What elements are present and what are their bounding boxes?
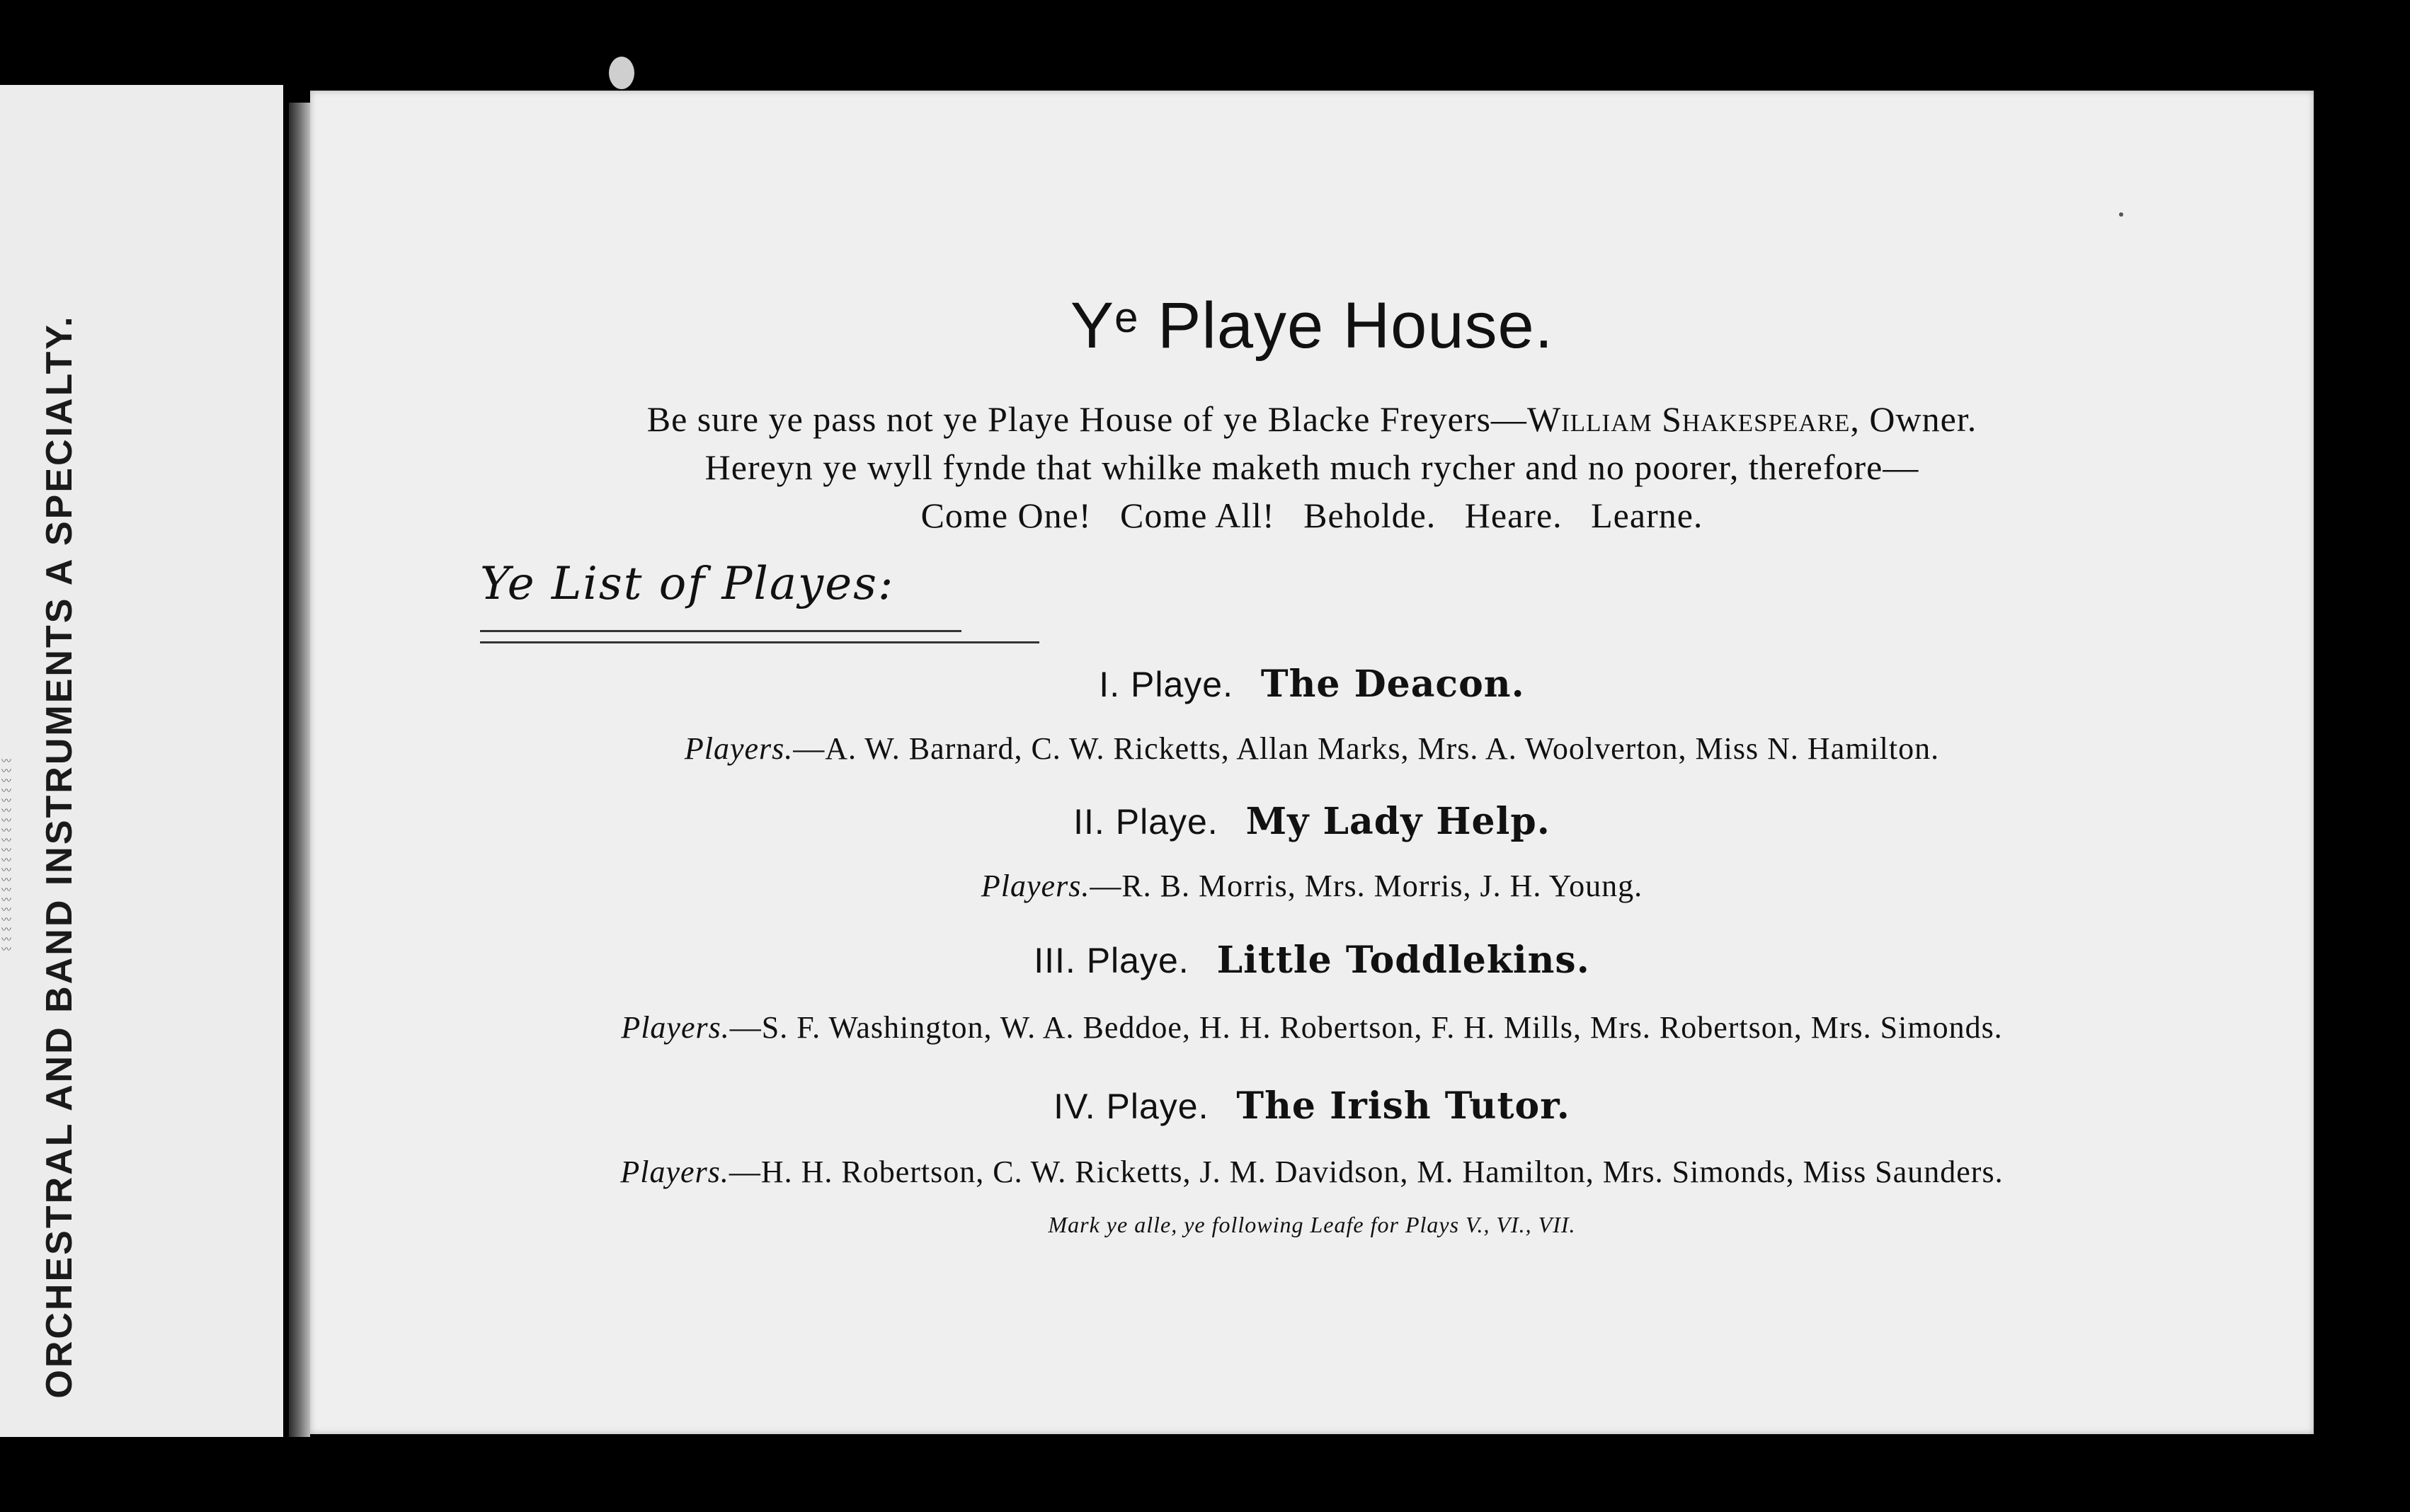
facing-page bbox=[0, 85, 283, 1437]
title-rest: Playe House. bbox=[1138, 290, 1554, 362]
play-name: My Lady Help. bbox=[1245, 800, 1550, 843]
play-name: The Deacon. bbox=[1260, 663, 1525, 706]
play-title-line bbox=[310, 800, 2314, 843]
side-advert-text: ORCHESTRAL AND BAND INSTRUMENTS A SPECIALTY. bbox=[39, 314, 80, 1399]
players-label: Players. bbox=[620, 1155, 729, 1189]
heading-underline bbox=[480, 630, 961, 632]
page-title bbox=[310, 289, 2314, 363]
title-prefix: Y bbox=[1070, 290, 1115, 362]
ink-speck bbox=[2119, 212, 2123, 217]
owner-name: William Shakespeare bbox=[1526, 399, 1851, 439]
decorative-border: 〰 〰 〰 〰 〰 〰 〰 〰 〰 〰 〰 〰 〰 〰 〰 〰 〰 〰 〰 〰 bbox=[1, 757, 11, 956]
play-label: Playe. bbox=[1106, 1087, 1209, 1126]
intro-line-1 bbox=[310, 395, 2314, 443]
players-label: Players. bbox=[684, 731, 794, 766]
play-label: Playe. bbox=[1115, 802, 1218, 842]
players-line bbox=[310, 1009, 2314, 1046]
players-names: —S. F. Washington, W. A. Beddoe, H. H. Robertson, F. H. Mills, Mrs. Robertson, Mrs. Simonds. bbox=[729, 1010, 2003, 1045]
players-line bbox=[310, 868, 2314, 904]
play-name: The Irish Tutor. bbox=[1236, 1084, 1570, 1128]
players-label: Players. bbox=[981, 869, 1090, 903]
play-numeral: III. bbox=[1034, 941, 1076, 980]
book-gutter bbox=[289, 103, 310, 1437]
heading-underline-long bbox=[480, 641, 1039, 643]
intro-line-2: Hereyn ye wyll fynde that whilke maketh much rycher and no poorer, therefore— bbox=[704, 447, 1919, 487]
dust-speck bbox=[609, 57, 634, 89]
intro-line-1-b: , Owner. bbox=[1850, 399, 1977, 439]
intro-line-3: Come One! Come All! Beholde. Heare. Learne. bbox=[920, 496, 1703, 535]
title-superscript: e bbox=[1114, 294, 1139, 341]
players-names: —H. H. Robertson, C. W. Ricketts, J. M. Davidson, M. Hamilton, Mrs. Simonds, Miss Saunders. bbox=[729, 1155, 2004, 1189]
play-title-line bbox=[310, 663, 2314, 706]
intro-text bbox=[310, 395, 2314, 539]
program-page bbox=[310, 91, 2314, 1434]
footnote: Mark ye alle, ye following Leafe for Plays V., VI., VII. bbox=[1048, 1212, 1576, 1237]
play-numeral: II. bbox=[1073, 802, 1105, 842]
players-line bbox=[310, 1154, 2314, 1190]
play-label: Playe. bbox=[1131, 665, 1233, 704]
play-numeral: IV. bbox=[1053, 1087, 1096, 1126]
intro-line-1-a: Be sure ye pass not ye Playe House of ye Blacke Freyers— bbox=[646, 399, 1527, 439]
players-line bbox=[310, 731, 2314, 767]
list-heading: Ye List of Playes: bbox=[480, 558, 895, 610]
players-names: —A. W. Barnard, C. W. Ricketts, Allan Marks, Mrs. A. Woolverton, Miss N. Hamilton. bbox=[793, 731, 1940, 766]
play-numeral: I. bbox=[1099, 665, 1121, 704]
play-name: Little Toddlekins. bbox=[1216, 939, 1590, 982]
play-label: Playe. bbox=[1086, 941, 1189, 980]
players-names: —R. B. Morris, Mrs. Morris, J. H. Young. bbox=[1090, 869, 1643, 903]
play-title-line bbox=[310, 1084, 2314, 1128]
players-label: Players. bbox=[621, 1010, 730, 1045]
play-title-line bbox=[310, 939, 2314, 982]
